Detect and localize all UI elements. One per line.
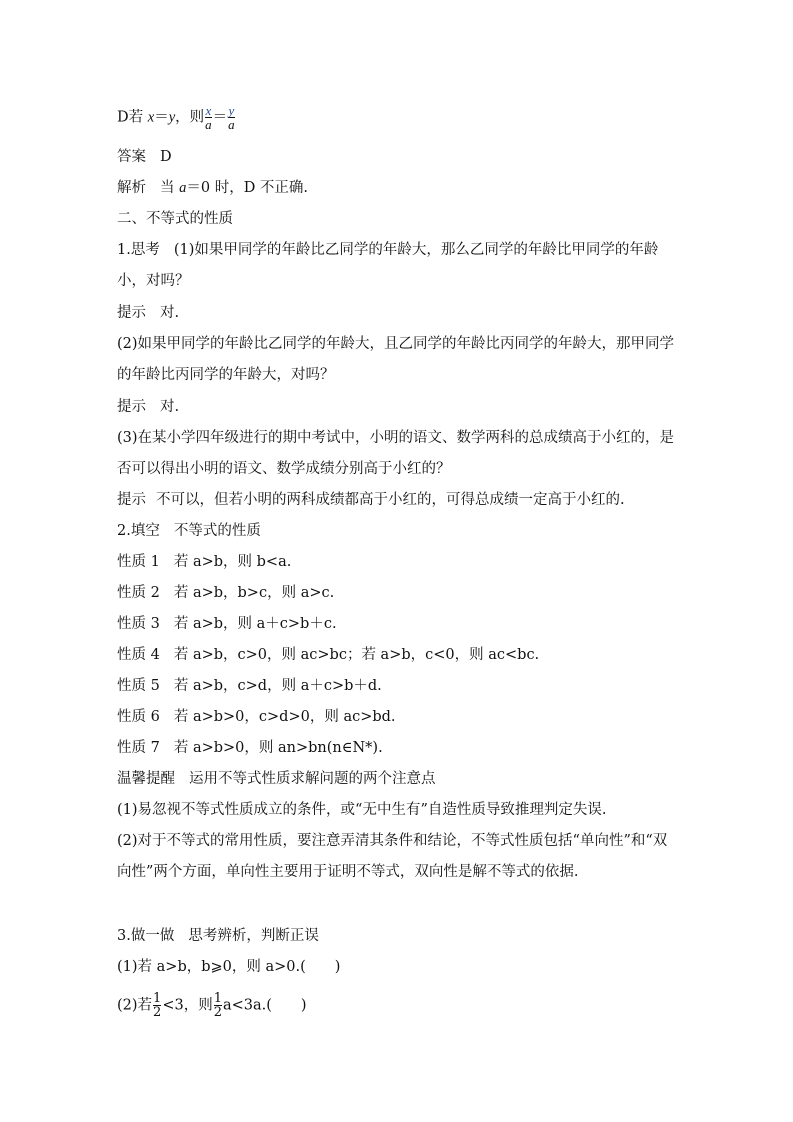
property-3	[117, 614, 337, 634]
hint-2	[117, 397, 179, 417]
property-4	[117, 645, 539, 665]
property-5	[117, 676, 382, 696]
think-1-text: (1)如果甲同学的年龄比乙同学的年龄大，那么乙同学的年龄比甲同学的年龄小，对吗？	[117, 242, 659, 289]
property-text: 若 a>b，则 b<a.	[173, 554, 292, 570]
fill-heading	[117, 521, 261, 541]
option-d	[117, 104, 236, 131]
option-d-prefix: D若	[117, 109, 148, 126]
tip-label: 温馨提醒	[117, 771, 175, 787]
property-text: 若 a>b，c>0，则 ac>bc；若 a>b，c<0，则 ac<bc.	[173, 647, 540, 663]
q2-tail: a<3a.( )	[222, 997, 307, 1014]
practice-label: 3.做一做	[117, 928, 175, 944]
hint-2-text: 对.	[160, 399, 180, 415]
think-1	[117, 235, 679, 297]
section-title: 二、不等式的性质	[117, 211, 233, 227]
hint-1	[117, 303, 179, 323]
hint-1-text: 对.	[160, 305, 180, 321]
property-label: 性质 1	[117, 554, 160, 570]
practice-text: 思考辨析，判断正误	[188, 928, 319, 944]
frac-denominator: a	[228, 117, 235, 132]
property-text: 若 a>b，b>c，则 a>c.	[173, 585, 335, 601]
property-label: 性质 2	[117, 585, 160, 601]
var-a: a	[179, 180, 187, 196]
think-2: (2)如果甲同学的年龄比乙同学的年龄大，且乙同学的年龄比丙同学的年龄大，那甲同学的年龄比丙同学的年龄大，对吗？	[117, 336, 675, 383]
property-7	[117, 738, 383, 758]
then-text: ，则	[175, 109, 205, 126]
hint-3-text: 不可以，但若小明的两科成绩都高于小红的，可得总成绩一定高于小红的.	[156, 492, 625, 508]
hint-label: 提示	[117, 305, 146, 321]
think-label: 1.思考	[117, 242, 160, 258]
q2-mid: <3，则	[162, 997, 213, 1014]
tip-2: (2)对于不等式的常用性质，要注意弄清其条件和结论，不等式性质包括“单向性”和“双向性”两个方面，单向性主要用于证明不等式，双向性是解不等式的依据.	[117, 833, 668, 880]
hint-label: 提示	[117, 399, 146, 415]
property-label: 性质 4	[117, 647, 160, 663]
frac-numerator: 1	[213, 991, 222, 1006]
equals-2: ＝	[212, 109, 228, 126]
equals: ＝	[154, 109, 169, 126]
property-6	[117, 707, 396, 727]
tip-heading	[117, 769, 436, 789]
think-3: (3)在某小学四年级进行的期中考试中，小明的语文、数学两科的总成绩高于小红的，是否可以得出小明的语文、数学成绩分别高于小红的？	[117, 430, 675, 477]
property-text: 若 a>b，c>d，则 a＋c>b＋d.	[173, 678, 382, 694]
analysis-line	[117, 178, 308, 198]
property-label: 性质 5	[117, 678, 160, 694]
property-text: 若 a>b>0，c>d>0，则 ac>bd.	[173, 709, 396, 725]
fraction-x-over-a	[205, 104, 212, 131]
answer-line	[117, 147, 172, 167]
frac-numerator: 1	[153, 991, 162, 1006]
answer-label: 答案	[117, 149, 146, 165]
analysis-label: 解析	[117, 180, 146, 196]
var-x: x	[147, 109, 155, 126]
fill-text: 不等式的性质	[173, 523, 261, 539]
hint-label: 提示	[117, 492, 146, 508]
analysis-text-a: 当	[160, 180, 180, 196]
fraction-one-half-2	[214, 992, 222, 1019]
property-label: 性质 7	[117, 740, 160, 756]
tip-text: 运用不等式性质求解问题的两个注意点	[189, 771, 436, 787]
fill-label: 2.填空	[117, 523, 160, 539]
answer-value: D	[160, 149, 172, 165]
frac-denominator: a	[205, 117, 212, 132]
property-text: 若 a>b>0，则 an>bn(n∈N*).	[173, 740, 383, 756]
analysis-text-b: ＝0 时，D 不正确.	[186, 180, 309, 196]
property-1	[117, 552, 291, 572]
frac-denominator: 2	[153, 1005, 162, 1020]
question-1: (1)若 a>b，b⩾0，则 a>0.( )	[117, 959, 341, 975]
property-text: 若 a>b，则 a＋c>b＋c.	[173, 616, 337, 632]
fraction-one-half	[153, 992, 161, 1019]
hint-3	[117, 490, 625, 510]
tip-1: (1)易忽视不等式性质成立的条件，或“无中生有”自造性质导致推理判定失误.	[117, 802, 607, 818]
q2-prefix: (2)若	[117, 997, 153, 1014]
fraction-y-over-a	[228, 104, 235, 131]
var-y: y	[168, 109, 176, 126]
question-2	[117, 992, 307, 1019]
property-label: 性质 6	[117, 709, 160, 725]
frac-numerator: y	[228, 103, 235, 118]
frac-numerator: x	[205, 103, 212, 118]
property-label: 性质 3	[117, 616, 160, 632]
practice-heading	[117, 926, 319, 946]
frac-denominator: 2	[213, 1005, 222, 1020]
property-2	[117, 583, 334, 603]
